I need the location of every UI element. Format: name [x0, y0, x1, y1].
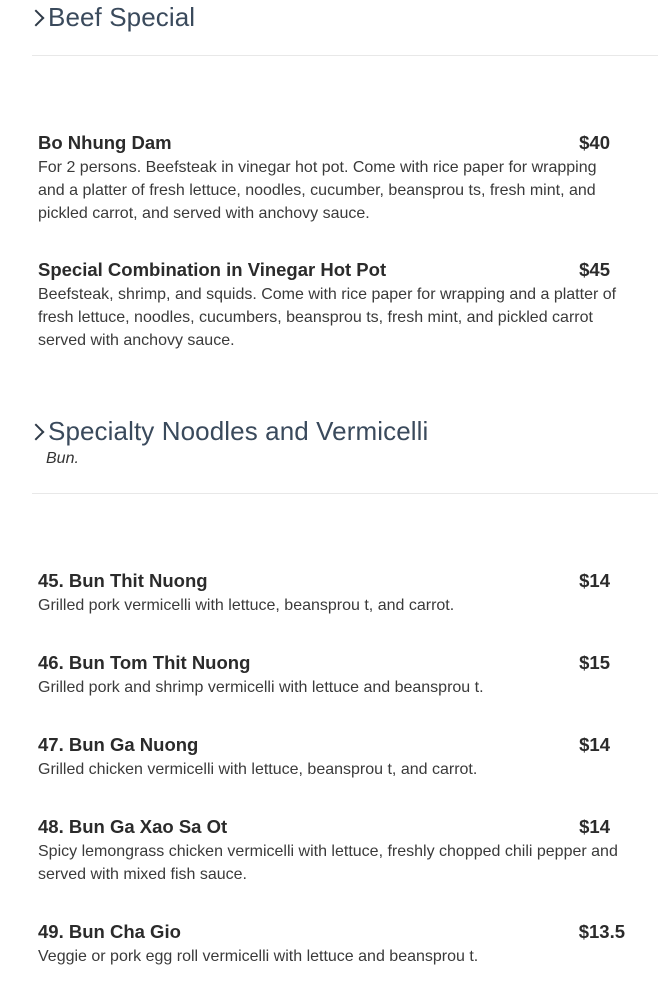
- item-price: $40: [579, 132, 610, 153]
- section-header-specialty-noodles[interactable]: [30, 416, 428, 447]
- item-description: Grilled chicken vermicelli with lettuce, beansprou t, and carrot.: [38, 761, 478, 778]
- item-name: 47. Bun Ga Nuong: [38, 734, 199, 755]
- item-description: For 2 persons. Beefsteak in vinegar hot pot. Come with rice paper for wrapping and a platter of fresh lettuce, noodles, cucumber, beansprou ts, fresh mint, and pickled carrot, and served with anchovy sauce.: [38, 159, 597, 222]
- menu-item: [38, 816, 622, 886]
- menu-item: [38, 921, 625, 968]
- item-name: 49. Bun Cha Gio: [38, 921, 181, 942]
- menu-item: [38, 734, 622, 781]
- menu-item: [38, 259, 622, 352]
- item-name: 48. Bun Ga Xao Sa Ot: [38, 816, 228, 837]
- item-description: Veggie or pork egg roll vermicelli with lettuce and beansprou t.: [38, 948, 479, 965]
- item-price: $15: [579, 652, 610, 673]
- section-divider: [32, 55, 658, 56]
- section-title: Specialty Noodles and Vermicelli: [48, 416, 429, 446]
- item-name: Bo Nhung Dam: [38, 132, 172, 153]
- item-description: Grilled pork vermicelli with lettuce, beansprou t, and carrot.: [38, 597, 455, 614]
- menu-item: [38, 652, 622, 699]
- item-name: Special Combination in Vinegar Hot Pot: [38, 259, 387, 280]
- section-subtitle: Bun.: [46, 450, 79, 467]
- chevron-right-icon: [28, 423, 45, 440]
- item-price: $14: [579, 570, 610, 591]
- menu-item: [38, 570, 622, 617]
- item-name: 46. Bun Tom Thit Nuong: [38, 652, 251, 673]
- item-description: Spicy lemongrass chicken vermicelli with lettuce, freshly chopped chili pepper and served with mixed fish sauce.: [38, 843, 618, 883]
- section-title: Beef Special: [48, 2, 196, 32]
- section-divider: [32, 493, 658, 494]
- item-description: Beefsteak, shrimp, and squids. Come with rice paper for wrapping and a platter of fresh lettuce, noodles, cucumbers, beansprou ts, fresh mint, and pickled carrot served with anchovy sauce.: [38, 286, 617, 349]
- item-price: $14: [579, 816, 610, 837]
- item-price: $13.5: [578, 921, 625, 942]
- menu-item: [38, 132, 622, 225]
- item-name: 45. Bun Thit Nuong: [38, 570, 208, 591]
- section-header-beef-special[interactable]: [30, 2, 195, 33]
- item-price: $14: [579, 734, 610, 755]
- chevron-right-icon: [28, 9, 45, 26]
- item-description: Grilled pork and shrimp vermicelli with lettuce and beansprou t.: [38, 679, 484, 696]
- item-price: $45: [579, 259, 610, 280]
